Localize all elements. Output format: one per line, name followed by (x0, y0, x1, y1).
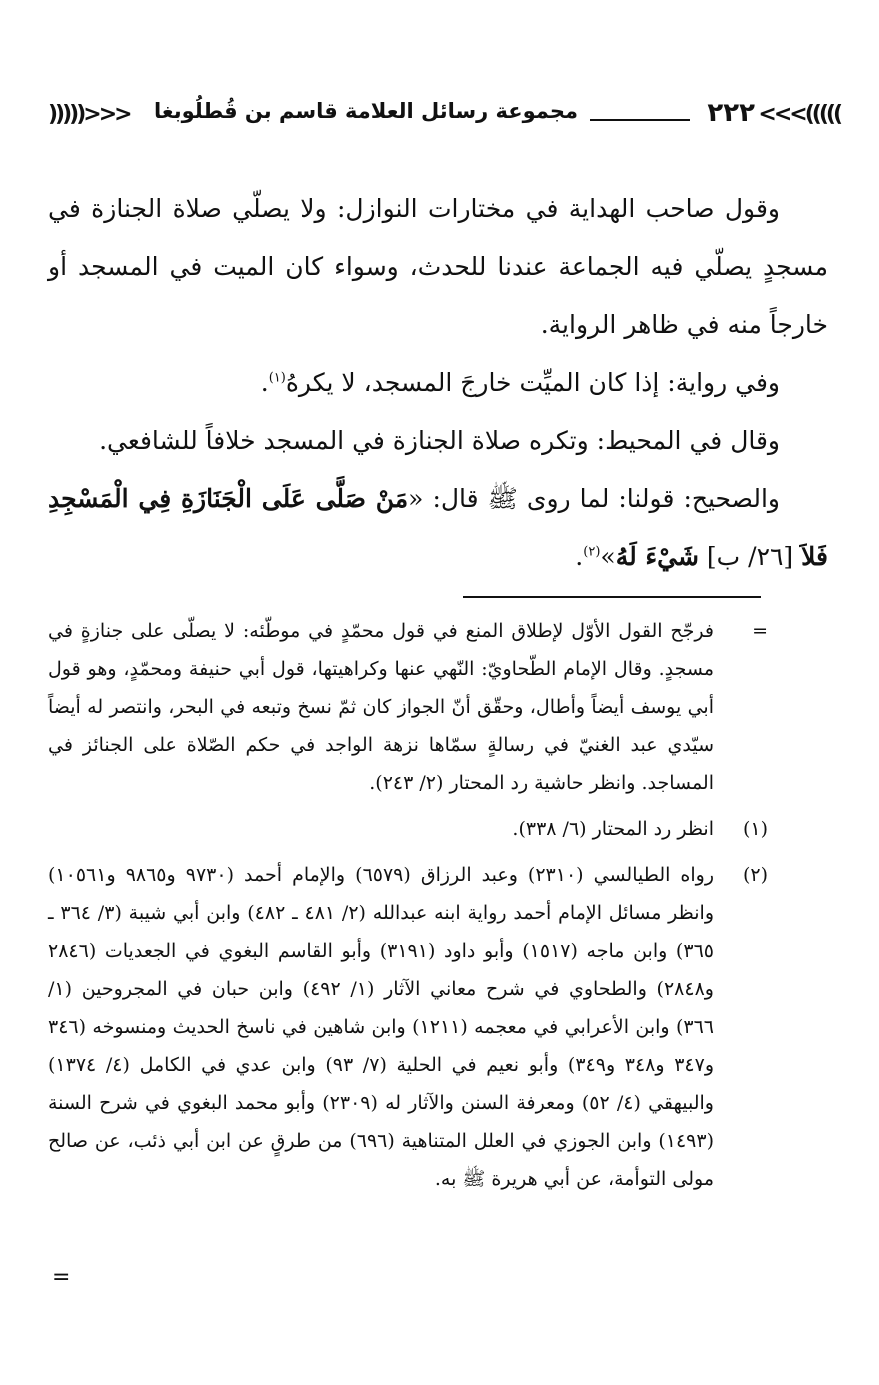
page-number: ٢٢٢ (707, 98, 755, 128)
footnote-marker: (١) (742, 818, 768, 840)
paragraph-text: وفي رواية: إذا كان الميِّت خارجَ المسجد، لا يكرهُ (285, 368, 780, 397)
main-text (48, 180, 828, 586)
continues-next-page-marker: = (52, 1265, 71, 1290)
header-rule (590, 119, 690, 121)
paragraph-end: . (575, 542, 584, 571)
quote-close: » (600, 542, 616, 571)
footnote-reference[interactable]: (١) (268, 370, 286, 386)
footnote-text: انظر رد المحتار (٦/ ٣٣٨). (512, 818, 714, 840)
paragraph-3 (48, 412, 828, 470)
footnote-2 (48, 856, 768, 1198)
hadith-quote: مَنْ صَلَّى عَلَى الْجَنَازَةِ فِي الْمَسْجِدِ فَلاَ (48, 484, 828, 571)
header-ornament-right: <<<((((( (758, 102, 840, 127)
running-title: مجموعة رسائل العلامة قاسم بن قُطلُوبغا (154, 99, 578, 123)
footnotes (48, 612, 768, 1206)
footnote-marker: (٢) (742, 864, 768, 886)
footnote-1 (48, 810, 768, 848)
paragraph-text: والصحيح: قولنا: لما روى ﷺ قال: « (408, 484, 780, 513)
header-ornament-left: )))))>>> (48, 102, 130, 127)
footnote-reference[interactable]: (٢) (583, 544, 601, 560)
footnote-continuation (48, 612, 768, 802)
paragraph-text: وقال في المحيط: وتكره صلاة الجنازة في المسجد خلافاً للشافعي. (99, 426, 780, 455)
footnote-text: فرجّح القول الأوّل لإطلاق المنع في قول محمّدٍ في موطّئه: لا يصلّى على جنازةٍ في مسجدٍ. وقال الإمام الطّحاويّ: النّهي عنها وكراهيتها، قول أبي حنيفة ومحمّدٍ، وهو قول أبي يوسف أيضاً وأطال، وحقّق أنّ الجواز كان ثمّ نسخ وتبعه في البحر، وانتصر له أيضاً سيّدي عبد الغنيّ في رسالةٍ سمّاها نزهة الواجد في حكم الصّلاة على الجنائز في المساجد. وانظر حاشية رد المحتار (٢/ ٢٤٣). (48, 620, 714, 794)
paragraph-4 (48, 470, 828, 586)
folio-marker: [٢٦/ ب] (698, 542, 802, 571)
continuation-marker: = (752, 620, 768, 642)
paragraph-text: وقول صاحب الهداية في مختارات النوازل: ولا يصلّي صلاة الجنازة في مسجدٍ يصلّي فيه الجماعة عندنا للحدث، وسواء كان الميت في المسجد أو خارجاً منه في ظاهر الرواية. (48, 194, 828, 339)
footnote-separator (463, 596, 761, 598)
paragraph-2 (48, 354, 828, 412)
hadith-quote-end: شَيْءَ لَهُ (615, 542, 699, 571)
footnote-text: رواه الطيالسي (٢٣١٠) وعبد الرزاق (٦٥٧٩) والإمام أحمد (٩٧٣٠ و٩٨٦٥ و١٠٥٦١) وانظر مسائل الإمام أحمد رواية ابنه عبدالله (٢/ ٤٨١ ـ ٤٨٢) وابن أبي شيبة (٣/ ٣٦٤ ـ ٣٦٥) وابن ماجه (١٥١٧) وأبو داود (٣١٩١) وأبو القاسم البغوي في الجعديات (٢٨٤٦ و٢٨٤٨) والطحاوي في شرح معاني الآثار (١/ ٤٩٢) وابن حبان في المجروحين (١/ ٣٦٦) وابن الأعرابي في معجمه (١٢١١) وابن شاهين في ناسخ الحديث ومنسوخه (٣٤٦ و٣٤٧ و٣٤٨ و٣٤٩) وأبو نعيم في الحلية (٧/ ٩٣) وابن عدي في الكامل (٤/ ١٣٧٤) والبيهقي (٤/ ٥٢) ومعرفة السنن والآثار له (٢٣٠٩) وأبو محمد البغوي في شرح السنة (١٤٩٣) وابن الجوزي في العلل المتناهية (٦٩٦) من طرقٍ عن ابن أبي ذئب، عن صالح مولى التوأمة، عن أبي هريرة ﷺ به. (48, 864, 715, 1190)
paragraph-1 (48, 180, 828, 354)
page-header (48, 96, 840, 140)
paragraph-end: . (260, 368, 269, 397)
